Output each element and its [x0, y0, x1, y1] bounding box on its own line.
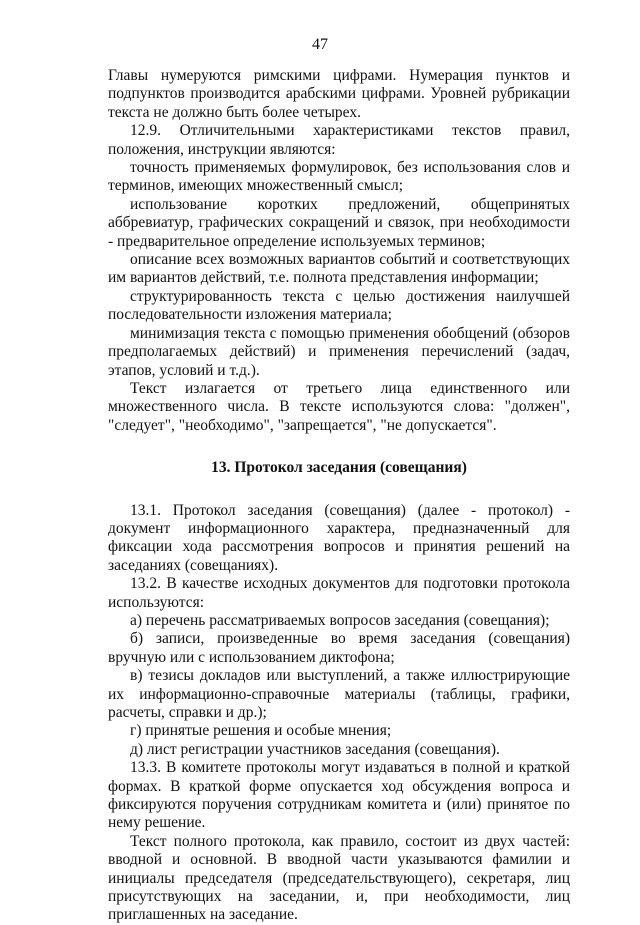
section-heading: 13. Протокол заседания (совещания): [211, 459, 467, 477]
paragraph-structure: структурированность текста с целью достижения наилучшей последовательности изложения материала;: [108, 287, 570, 324]
list-item-g: г) принятые решения и особые мнения;: [130, 722, 392, 740]
page-content: [108, 67, 570, 925]
list-item-a: а) перечень рассматриваемых вопросов заседания (совещания);: [130, 611, 550, 629]
list-item-b: б) записи, произведенные во время заседания (совещания) вручную или с использованием диктофона;: [108, 630, 570, 666]
paragraph-all-variants: описание всех возможных вариантов событий и соответствующих им вариантов действий, т.е. полнота представления информации;: [108, 251, 570, 287]
paragraph-13-2: 13.2. В качестве исходных документов для подготовки протокола используются:: [108, 575, 570, 611]
list-item-d: д) лист регистрации участников заседания (совещания).: [130, 740, 500, 758]
list-item-v: в) тезисы докладов или выступлений, а также иллюстрирующие их информационно-справочные материалы (таблицы, графики, расчеты, справки и др.);: [108, 667, 570, 721]
paragraph-third-person: Текст излагается от третьего лица единственного или множественного числа. В тексте используются слова: "должен", "следует", "необходимо", "запрещается", "не допускается".: [108, 379, 570, 434]
paragraph-minimization: минимизация текста с помощью применения обобщений (обзоров предполагаемых действий) и применения перечислений (задач, этапов, условий и т.д.).: [108, 324, 570, 379]
paragraph-13-3: 13.3. В комитете протоколы могут издаваться в полной и краткой формах. В краткой форме опускается ход обсуждения вопроса и фиксируются поручения сотрудникам комитета и (или) принятое по нему решение.: [108, 759, 570, 832]
paragraph-12-9: 12.9. Отличительными характеристиками текстов правил, положения, инструкции являются:: [108, 122, 570, 158]
paragraph-full-protocol: Текст полного протокола, как правило, состоит из двух частей: вводной и основной. В вводной части указываются фамилии и инициалы председателя (председательствующего), секретаря, лиц присутствующих на заседании, и, при необходимости, лиц приглашенных на заседание.: [108, 832, 570, 924]
paragraph-chapter-numbering: Главы нумеруются римскими цифрами. Нумерация пунктов и подпунктов производится арабскими цифрами. Уровней рубрикации текста не должно быть более четырех.: [108, 67, 570, 121]
page-number: 47: [312, 36, 328, 53]
paragraph-short-sentences: использование коротких предложений, общепринятых аббревиатур, графических сокращений и связок, при необходимости - предварительное определение используемых терминов;: [108, 195, 570, 250]
paragraph-precision: точность применяемых формулировок, без использования слов и терминов, имеющих множественный смысл;: [108, 159, 570, 195]
paragraph-13-1: 13.1. Протокол заседания (совещания) (далее - протокол) - документ информационного характера, предназначенный для фиксации хода рассмотрения вопросов и принятия решений на заседаниях (совещаниях).: [108, 501, 570, 574]
